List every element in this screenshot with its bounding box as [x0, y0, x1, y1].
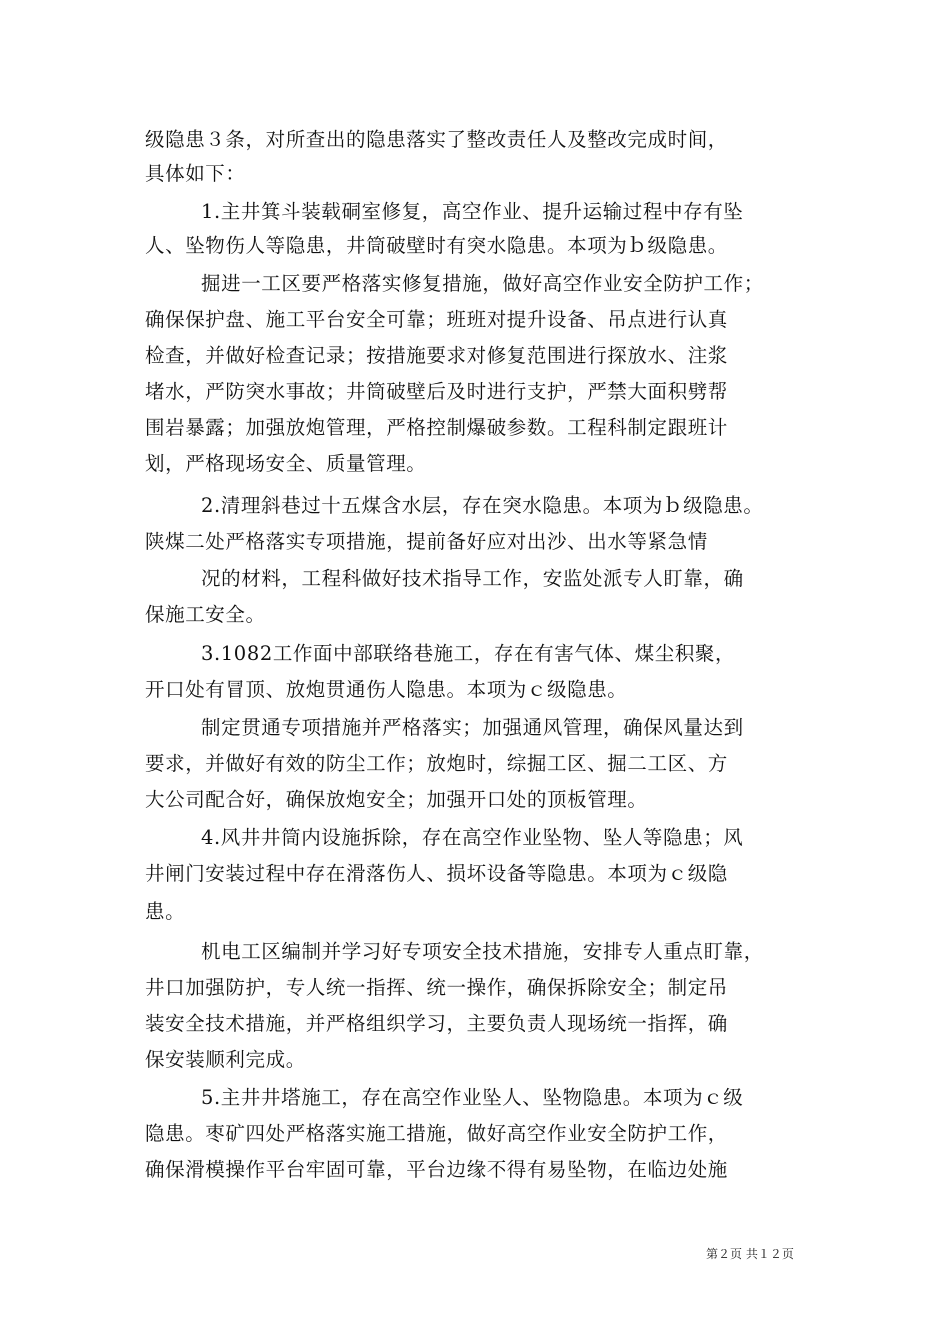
text-line: 井闸门安装过程中存在滑落伤人、损坏设备等隐患。本项为ｃ级隐 — [145, 862, 728, 885]
text-line: 确保滑模操作平台牢固可靠，平台边缘不得有易坠物，在临边处施 — [145, 1158, 728, 1181]
text-line: 机电工区编制并学习好专项安全技术措施，安排专人重点盯靠， — [201, 940, 764, 963]
text-line: 陕煤二处严格落实专项措施，提前备好应对出沙、出水等紧急情 — [145, 530, 708, 553]
text-line: 1.主井箕斗装载硐室修复，高空作业、提升运输过程中存有坠 — [201, 200, 744, 223]
text-line: 大公司配合好，确保放炮安全；加强开口处的顶板管理。 — [145, 788, 648, 811]
text-line: 级隐患３条，对所查出的隐患落实了整改责任人及整改完成时间， — [145, 128, 728, 151]
text-line: 保施工安全。 — [145, 603, 266, 626]
text-line: 井口加强防护，专人统一指挥、统一操作，确保拆除安全；制定吊 — [145, 976, 728, 999]
text-line: 确保保护盘、施工平台安全可靠；班班对提升设备、吊点进行认真 — [145, 308, 728, 331]
text-line: 2.清理斜巷过十五煤含水层，存在突水隐患。本项为ｂ级隐患。 — [201, 494, 764, 517]
page-number: 第２页 共１２页 — [706, 1247, 794, 1261]
text-line: 人、坠物伤人等隐患，井筒破壁时有突水隐患。本项为ｂ级隐患。 — [145, 234, 728, 257]
text-line: 检查，并做好检查记录；按措施要求对修复范围进行探放水、注浆 — [145, 344, 728, 367]
text-line: 装安全技术措施，并严格组织学习，主要负责人现场统一指挥，确 — [145, 1012, 728, 1035]
text-line: 具体如下： — [145, 162, 246, 185]
text-line: 保安装顺利完成。 — [145, 1048, 306, 1071]
text-line: 患。 — [145, 900, 186, 923]
text-line: 3.1082工作面中部联络巷施工，存在有害气体、煤尘积聚， — [201, 642, 736, 665]
text-line: 堵水，严防突水事故；井筒破壁后及时进行支护，严禁大面积劈帮 — [145, 380, 728, 403]
text-line: 隐患。枣矿四处严格落实施工措施，做好高空作业安全防护工作， — [145, 1122, 728, 1145]
text-line: 制定贯通专项措施并严格落实；加强通风管理，确保风量达到 — [201, 716, 744, 739]
text-line: 4.风井井筒内设施拆除，存在高空作业坠物、坠人等隐患；风 — [201, 826, 744, 849]
text-line: 划，严格现场安全、质量管理。 — [145, 452, 427, 475]
text-line: 况的材料，工程科做好技术指导工作，安监处派专人盯靠，确 — [201, 567, 744, 590]
text-line: 5.主井井塔施工，存在高空作业坠人、坠物隐患。本项为ｃ级 — [201, 1086, 744, 1109]
text-line: 要求，并做好有效的防尘工作；放炮时，综掘工区、掘二工区、方 — [145, 752, 728, 775]
text-line: 开口处有冒顶、放炮贯通伤人隐患。本项为ｃ级隐患。 — [145, 678, 628, 701]
text-line: 掘进一工区要严格落实修复措施，做好高空作业安全防护工作； — [201, 272, 764, 295]
text-line: 围岩暴露；加强放炮管理，严格控制爆破参数。工程科制定跟班计 — [145, 416, 728, 439]
